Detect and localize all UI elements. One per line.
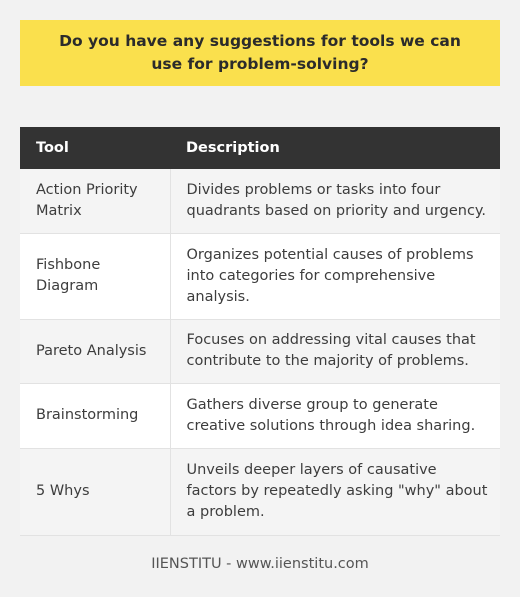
footer-credit: IIENSTITU - www.iienstitu.com — [151, 556, 369, 572]
tool-name: Action Priority Matrix — [20, 169, 170, 233]
tool-description: Gathers diverse group to generate creative solutions through idea sharing. — [170, 383, 500, 448]
tool-description: Organizes potential causes of problems into categories for comprehensive analysis. — [170, 233, 500, 319]
tool-name: Fishbone Diagram — [20, 233, 170, 319]
tool-name: Brainstorming — [20, 383, 170, 448]
tool-name: 5 Whys — [20, 448, 170, 535]
table-row — [20, 169, 500, 233]
table-header-row — [20, 127, 500, 169]
header-tool: Tool — [20, 127, 170, 169]
header-description: Description — [170, 127, 500, 169]
table-row — [20, 448, 500, 535]
tool-description: Divides problems or tasks into four quadrants based on priority and urgency. — [170, 169, 500, 233]
table-row — [20, 383, 500, 448]
table-row — [20, 233, 500, 319]
question-title: Do you have any suggestions for tools we can use for problem-solving? — [59, 32, 461, 73]
tool-description: Unveils deeper layers of causative factors by repeatedly asking "why" about a problem. — [170, 448, 500, 535]
tools-table — [20, 127, 500, 536]
tool-name: Pareto Analysis — [20, 319, 170, 383]
table-row — [20, 319, 500, 383]
question-banner — [20, 20, 500, 86]
tool-description: Focuses on addressing vital causes that contribute to the majority of problems. — [170, 319, 500, 383]
